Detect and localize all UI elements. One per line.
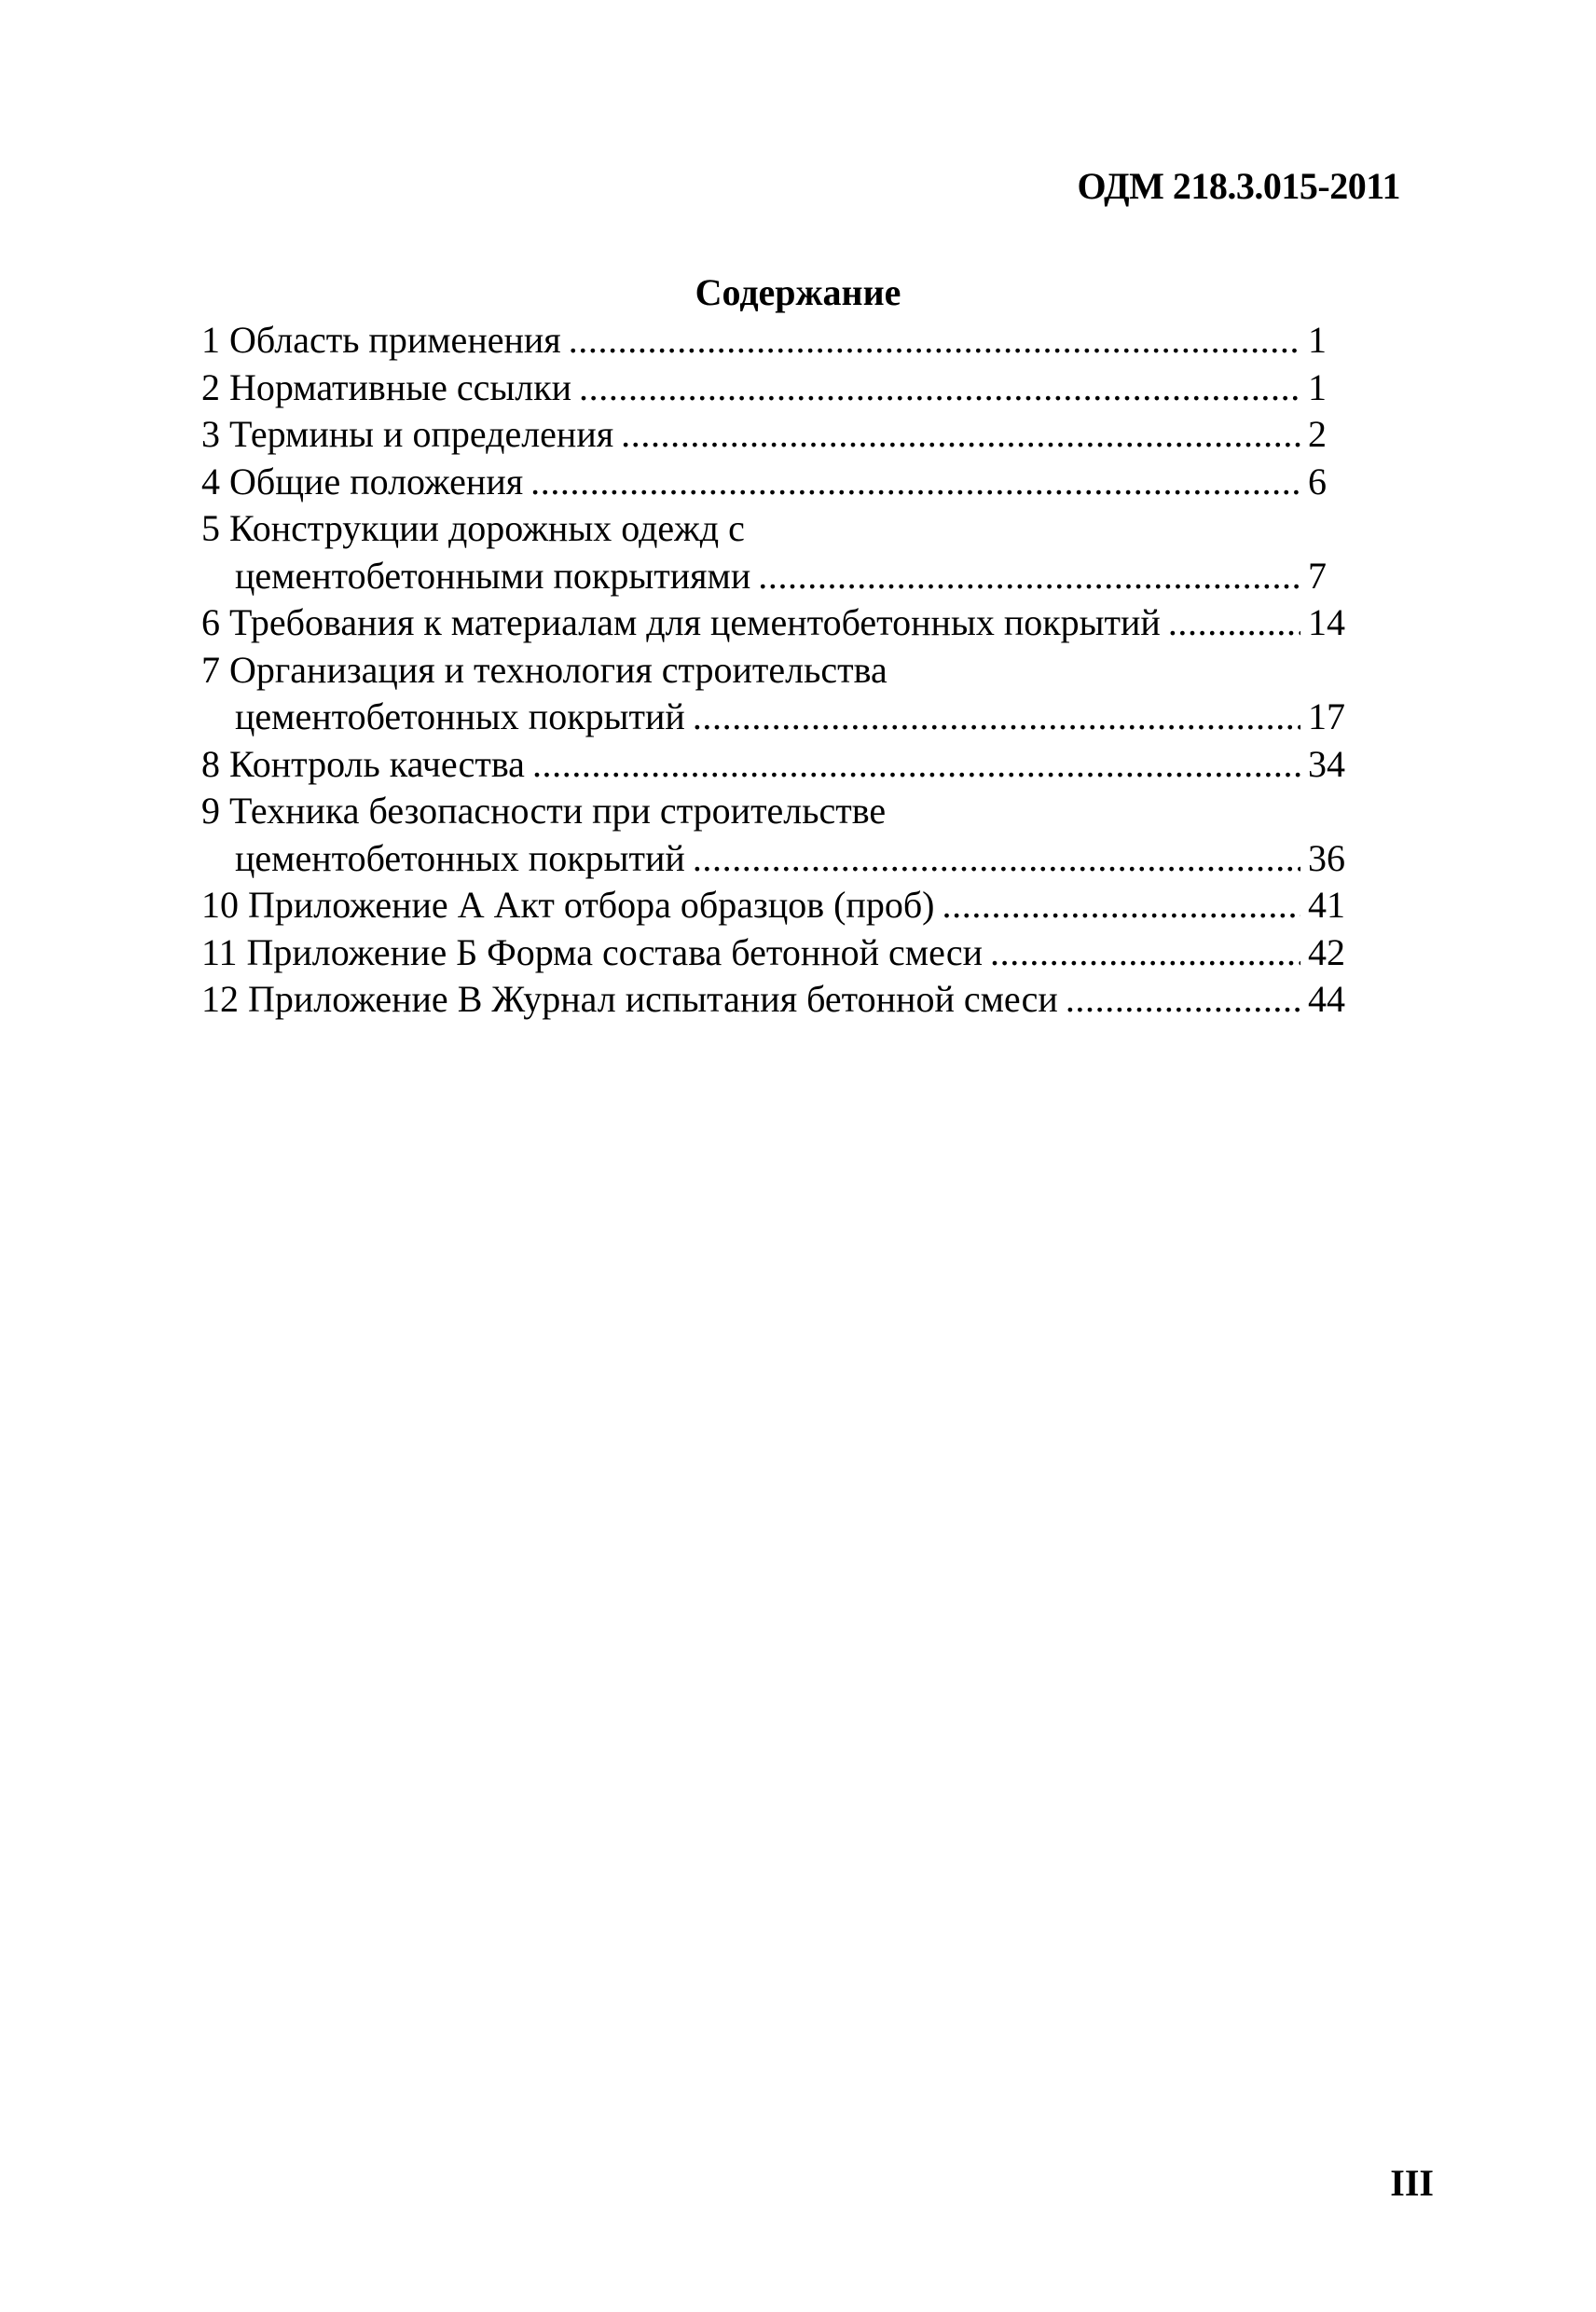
toc-entry[interactable] [201,411,1353,459]
toc-entry-page: 1 [1308,365,1327,408]
toc-entry-title: 11 Приложение Б Форма состава бетонной смеси [201,930,984,973]
toc-leader-dots [621,411,1300,459]
toc-entry[interactable] [201,741,1353,789]
toc-entry-page: 42 [1308,930,1345,973]
toc-leader-dots [579,365,1300,412]
toc-entry-title: 9 Техника безопасности при строительстве [201,790,887,832]
toc-leader-dots [990,929,1300,977]
toc-entry-title: 1 Область применения [201,319,561,361]
toc-entry[interactable] [201,599,1353,647]
toc-entry-first-line[interactable] [201,788,1353,835]
toc-entry-page: 34 [1308,742,1345,785]
toc-leader-dots [693,835,1300,883]
toc-entry-page: 2 [1308,413,1327,455]
toc-entry-title-continuation: цементобетонных покрытий [235,695,685,737]
table-of-contents [201,317,1353,1024]
toc-entry-page: 1 [1308,319,1327,361]
toc-entry-title: 12 Приложение В Журнал испытания бетонной смеси [201,978,1058,1020]
toc-leader-dots [532,741,1300,789]
toc-entry-title: 3 Термины и определения [201,413,614,455]
toc-entry[interactable] [201,694,1353,741]
toc-title: Содержание [695,271,901,313]
toc-leader-dots [1066,976,1300,1024]
toc-entry-page: 17 [1308,695,1345,737]
toc-entry-title: 2 Нормативные ссылки [201,365,572,408]
document-code: ОДМ 218.3.015-2011 [1077,165,1400,207]
toc-entry-page: 6 [1308,460,1327,502]
toc-entry[interactable] [201,882,1353,929]
toc-entry-page: 44 [1308,978,1345,1020]
toc-entry-title: 5 Конструкции дорожных одежд с [201,507,745,549]
toc-entry-first-line[interactable] [201,505,1353,553]
toc-entry-first-line[interactable] [201,647,1353,695]
toc-leader-dots [758,553,1300,600]
toc-entry[interactable] [201,976,1353,1024]
toc-entry-title: 8 Контроль качества [201,742,525,785]
toc-entry-title: 4 Общие положения [201,460,524,502]
toc-entry-title: 7 Организация и технология строительства [201,648,887,691]
toc-entry[interactable] [201,317,1353,365]
toc-entry-title-continuation: цементобетонных покрытий [235,836,685,879]
toc-entry-title-continuation: цементобетонными покрытиями [235,554,751,597]
toc-entry-title: 6 Требования к материалам для цементобетонных покрытий [201,601,1161,643]
page-number: III [1390,2162,1434,2204]
toc-entry[interactable] [201,459,1353,506]
toc-entry[interactable] [201,553,1353,600]
toc-entry-title: 10 Приложение А Акт отбора образцов (проб) [201,884,935,926]
toc-entry[interactable] [201,835,1353,883]
toc-entry[interactable] [201,929,1353,977]
toc-entry-page: 36 [1308,836,1345,879]
toc-entry-page: 7 [1308,554,1327,597]
toc-leader-dots [693,694,1300,741]
toc-leader-dots [530,459,1300,506]
toc-leader-dots [569,317,1300,365]
toc-entry-page: 41 [1308,884,1345,926]
toc-leader-dots [942,882,1300,929]
toc-entry[interactable] [201,365,1353,412]
toc-leader-dots [1168,599,1300,647]
toc-entry-page: 14 [1308,601,1345,643]
